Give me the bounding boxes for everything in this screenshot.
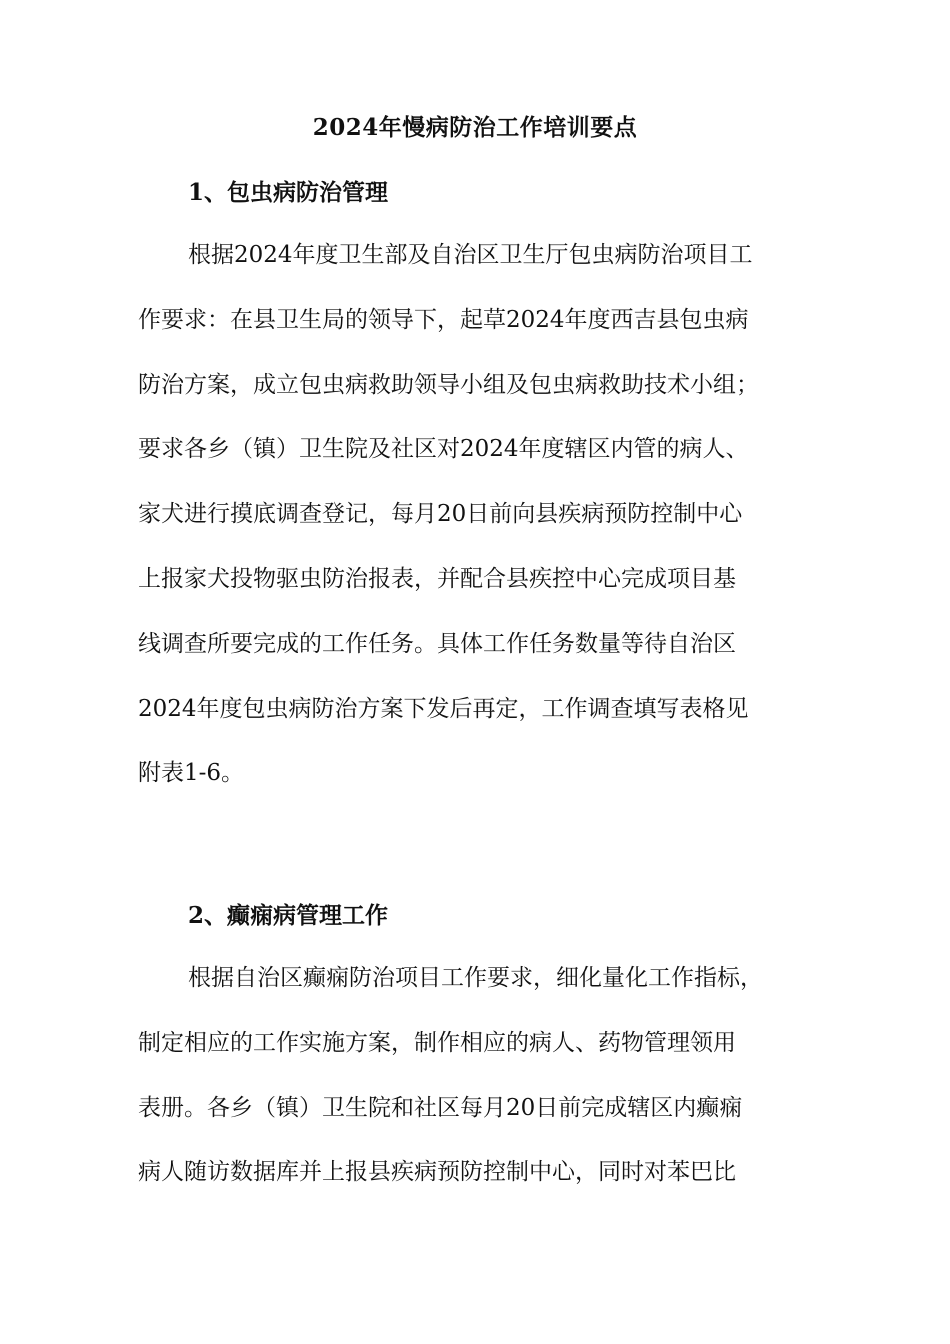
paragraph-line: 要求各乡（镇）卫生院及社区对2024年度辖区内管的病人、 xyxy=(138,436,749,463)
section-2-paragraph xyxy=(138,946,828,1205)
paragraph-line: 上报家犬投物驱虫防治报表，并配合县疾控中心完成项目基 xyxy=(138,565,736,592)
paragraph-line: 家犬进行摸底调查登记，每月20日前向县疾病预防控制中心 xyxy=(138,501,743,528)
section-heading-2: 2、癫痫病管理工作 xyxy=(188,902,389,929)
section-1-paragraph xyxy=(138,223,828,806)
section-heading-1: 1、包虫病防治管理 xyxy=(188,179,389,206)
paragraph-line: 附表1-6。 xyxy=(138,760,245,787)
document-title: 2024年慢病防治工作培训要点 xyxy=(312,114,638,141)
paragraph-line: 制定相应的工作实施方案，制作相应的病人、药物管理领用 xyxy=(138,1029,736,1056)
paragraph-line: 线调查所要完成的工作任务。具体工作任务数量等待自治区 xyxy=(138,630,736,657)
paragraph-line: 防治方案，成立包虫病救助领导小组及包虫病救助技术小组； xyxy=(138,371,759,398)
paragraph-line: 2024年度包虫病防治方案下发后再定，工作调查填写表格见 xyxy=(138,695,749,722)
paragraph-line: 作要求：在县卫生局的领导下，起草2024年度西吉县包虫病 xyxy=(138,306,749,333)
paragraph-line: 病人随访数据库并上报县疾病预防控制中心，同时对苯巴比 xyxy=(138,1159,736,1186)
paragraph-line: 根据2024年度卫生部及自治区卫生厅包虫病防治项目工 xyxy=(188,242,753,268)
paragraph-line: 表册。各乡（镇）卫生院和社区每月20日前完成辖区内癫痫 xyxy=(138,1094,743,1121)
paragraph-line: 根据自治区癫痫防治项目工作要求，细化量化工作指标， xyxy=(188,965,763,991)
